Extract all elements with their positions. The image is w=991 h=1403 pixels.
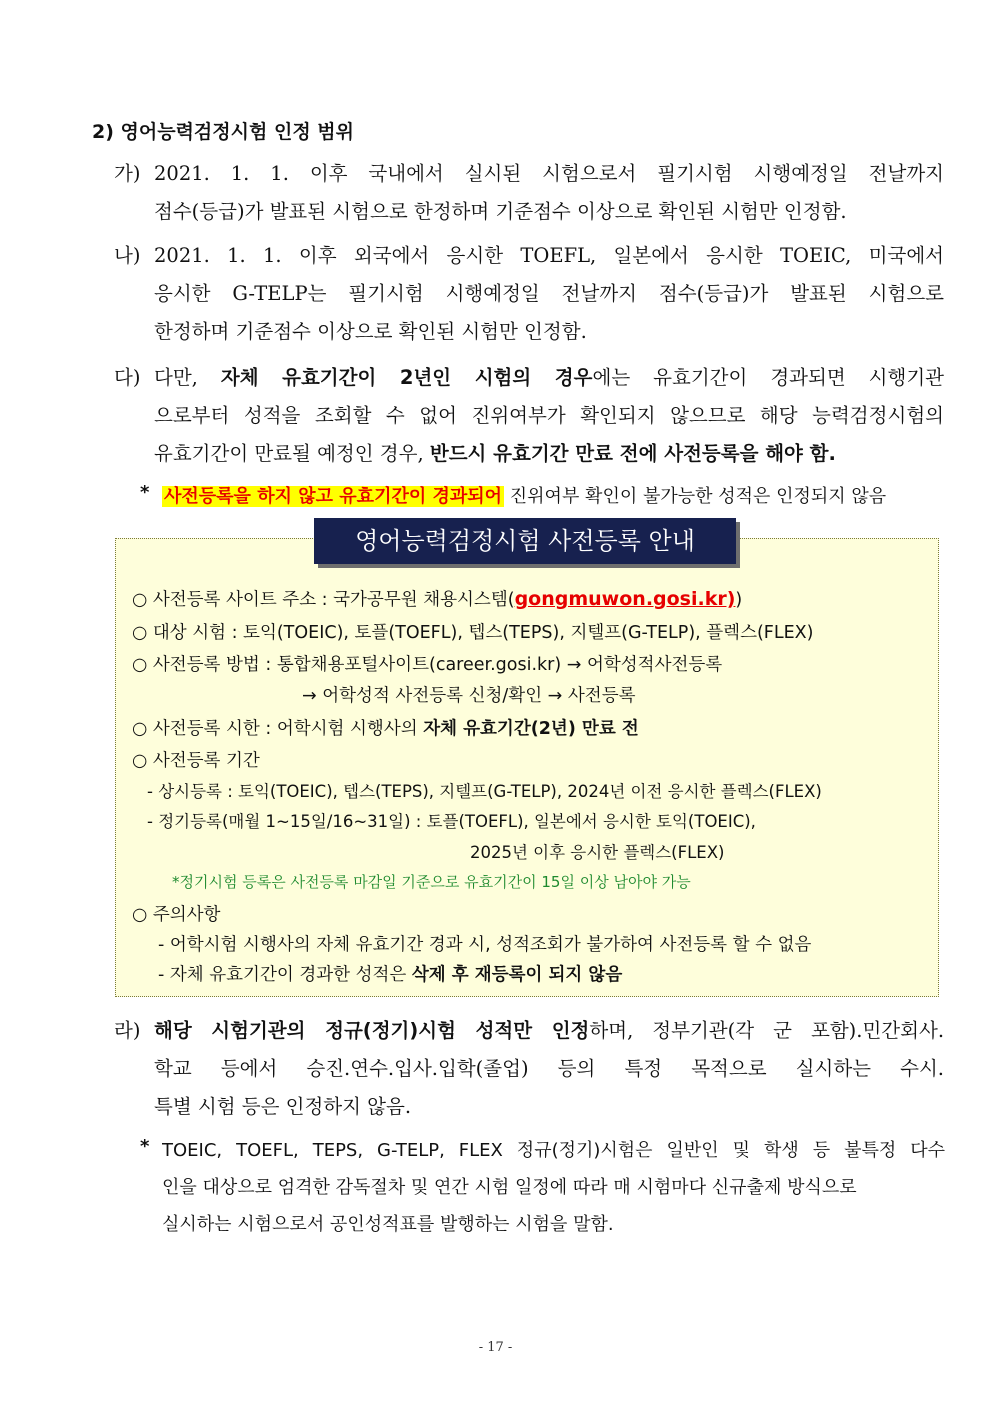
item-line: 응시한 G-TELP는 필기시험 시행예정일 전날까지 점수(등급)가 발표된 시험으로: [154, 282, 944, 305]
section-heading: 2) 영어능력검정시험 인정 범위: [92, 121, 354, 143]
item-line: [154, 362, 944, 390]
text-span: 유효기간이 만료될 예정인 경우,: [154, 442, 430, 465]
item-line: 2021. 1. 1. 이후 국내에서 실시된 시험으로서 필기시험 시행예정일 전날까지: [154, 162, 944, 185]
guide-caution-2: [158, 961, 622, 986]
note-line: TOEIC, TOEFL, TEPS, G-TELP, FLEX 정규(정기)시험은 일반인 및 학생 등 불특정 다수: [162, 1140, 945, 1161]
text-span: ): [735, 590, 743, 610]
guide-site-line: [132, 586, 742, 611]
item-marker: 라): [114, 1019, 141, 1042]
guide-title: 영어능력검정시험 사전등록 안내: [314, 518, 736, 564]
text-span: 다만,: [154, 366, 221, 389]
emphasis-text: 반드시 유효기간 만료 전에 사전등록을 해야 함.: [429, 442, 836, 465]
guide-deadline-line: [132, 715, 639, 740]
page-number: - 17 -: [478, 1340, 513, 1355]
item-marker: 가): [114, 162, 141, 185]
emphasis-text: 삭제 후 재등록이 되지 않음: [411, 965, 623, 985]
item-line: [154, 1015, 944, 1043]
item-line: 한정하며 기준점수 이상으로 확인된 시험만 인정함.: [154, 320, 587, 343]
guide-period-heading: ○ 사전등록 기간: [132, 751, 260, 771]
item-marker: 다): [114, 366, 141, 389]
text-span: 진위여부 확인이 불가능한 성적은 인정되지 않음: [504, 486, 887, 507]
emphasis-text: 자체 유효기간이 2년인 시험의 경우: [220, 366, 593, 389]
emphasis-text: 해당 시험기관의 정규(정기)시험 성적만 인정: [154, 1019, 590, 1042]
guide-period-note: *정기시험 등록은 사전등록 마감일 기준으로 유효기간이 15일 이상 남아야 가능: [172, 873, 691, 891]
item-line: [154, 438, 944, 466]
asterisk-marker: *: [140, 482, 150, 503]
text-span: 에는 유효기간이 경과되면 시행기관: [592, 366, 944, 389]
guide-period-always: - 상시등록 : 토익(TOEIC), 텝스(TEPS), 지텔프(G-TELP), 2024년 이전 응시한 플렉스(FLEX): [147, 782, 822, 801]
item-line: 특별 시험 등은 인정하지 않음.: [154, 1095, 412, 1118]
guide-caution-heading: ○ 주의사항: [132, 905, 221, 925]
text-span: - 자체 유효기간이 경과한 성적은: [158, 965, 412, 985]
text-span: ○ 사전등록 사이트 주소 : 국가공무원 채용시스템(: [132, 590, 515, 610]
note-line: 인을 대상으로 엄격한 감독절차 및 연간 시험 일정에 따라 매 시험마다 신규출제 방식으로: [162, 1177, 857, 1198]
item-line: 2021. 1. 1. 이후 외국에서 응시한 TOEFL, 일본에서 응시한 TOEIC, 미국에서: [154, 244, 944, 267]
guide-period-regular: - 정기등록(매월 1~15일/16~31일) : 토플(TOEFL), 일본에서 응시한 토익(TOEIC),: [147, 812, 756, 831]
text-span: ○ 사전등록 시한 : 어학시험 시행사의: [132, 719, 424, 739]
item-line: 학교 등에서 승진.연수.입사.입학(졸업) 등의 특정 목적으로 실시하는 수시.: [154, 1057, 944, 1080]
text-span: 하며, 정부기관(각 군 포함).민간회사.: [589, 1019, 944, 1042]
guide-target-line: ○ 대상 시험 : 토익(TOEIC), 토플(TOEFL), 텝스(TEPS), 지텔프(G-TELP), 플렉스(FLEX): [132, 623, 814, 643]
note-line: 실시하는 시험으로서 공인성적표를 발행하는 시험을 말함.: [162, 1214, 614, 1235]
note-line: [162, 482, 945, 508]
guide-caution-1: - 어학시험 시행사의 자체 유효기간 경과 시, 성적조회가 불가하여 사전등록 할 수 없음: [158, 935, 812, 955]
guide-method-line-2: → 어학성적 사전등록 신청/확인 → 사전등록: [302, 686, 636, 706]
gosi-site-link[interactable]: gongmuwon.gosi.kr): [514, 588, 736, 610]
highlighted-warning: 사전등록을 하지 않고 유효기간이 경과되어: [164, 486, 503, 507]
asterisk-marker: *: [140, 1136, 150, 1157]
guide-period-regular-2: 2025년 이후 응시한 플렉스(FLEX): [470, 843, 725, 862]
emphasis-text: 자체 유효기간(2년) 만료 전: [423, 719, 639, 739]
item-line: 점수(등급)가 발표된 시험으로 한정하며 기준점수 이상으로 확인된 시험만 인정함.: [154, 200, 847, 223]
item-marker: 나): [114, 244, 141, 267]
guide-method-line: ○ 사전등록 방법 : 통합채용포털사이트(career.gosi.kr) → 어학성적사전등록: [132, 655, 723, 675]
item-line: 으로부터 성적을 조회할 수 없어 진위여부가 확인되지 않으므로 해당 능력검정시험의: [154, 404, 944, 427]
